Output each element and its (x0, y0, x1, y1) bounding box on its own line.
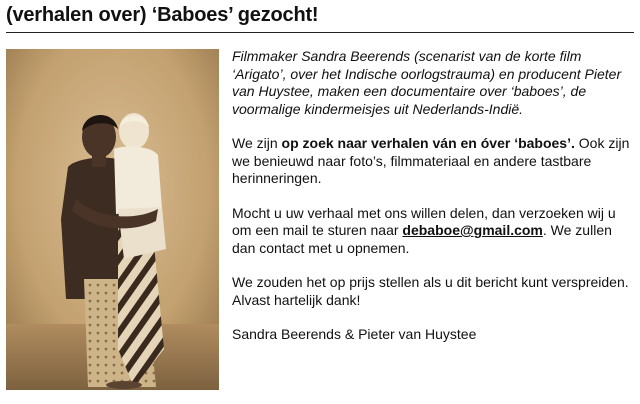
share-paragraph: We zouden het op prijs stellen als u dit bericht kunt verspreiden. Alvast hartelijk dank! (232, 274, 629, 308)
contact-lead: Mocht u uw verhaal met ons willen delen, dan verzoeken wij u om een mail te sturen naar (232, 204, 616, 238)
intro-paragraph: Filmmaker Sandra Beerends (scenarist van de korte film ‘Arigato’, over het Indische oorlogstrauma) en producent Pieter van Huystee, maken een documentaire over ‘baboes’, de voormalige kindermeisjes uit Nederlands-Indië. (232, 48, 622, 117)
search-highlight: op zoek naar verhalen ván en óver ‘baboes’. (281, 135, 575, 151)
search-lead: We zijn (232, 135, 282, 151)
email-link[interactable]: debaboe@gmail.com (402, 222, 543, 238)
contact-rest: . We zullen dan contact met u opnemen. (232, 222, 612, 256)
title-divider (6, 32, 634, 33)
historical-photo (6, 49, 219, 390)
search-rest: Ook zijn we benieuwd naar foto’s, filmmateriaal en andere tastbare herinneringen. (232, 135, 630, 186)
article-body (232, 48, 632, 344)
page-title: (verhalen over) ‘Baboes’ gezocht! (6, 4, 319, 26)
search-paragraph (232, 135, 632, 188)
contact-paragraph (232, 205, 632, 258)
signature: Sandra Beerends & Pieter van Huystee (232, 326, 477, 342)
